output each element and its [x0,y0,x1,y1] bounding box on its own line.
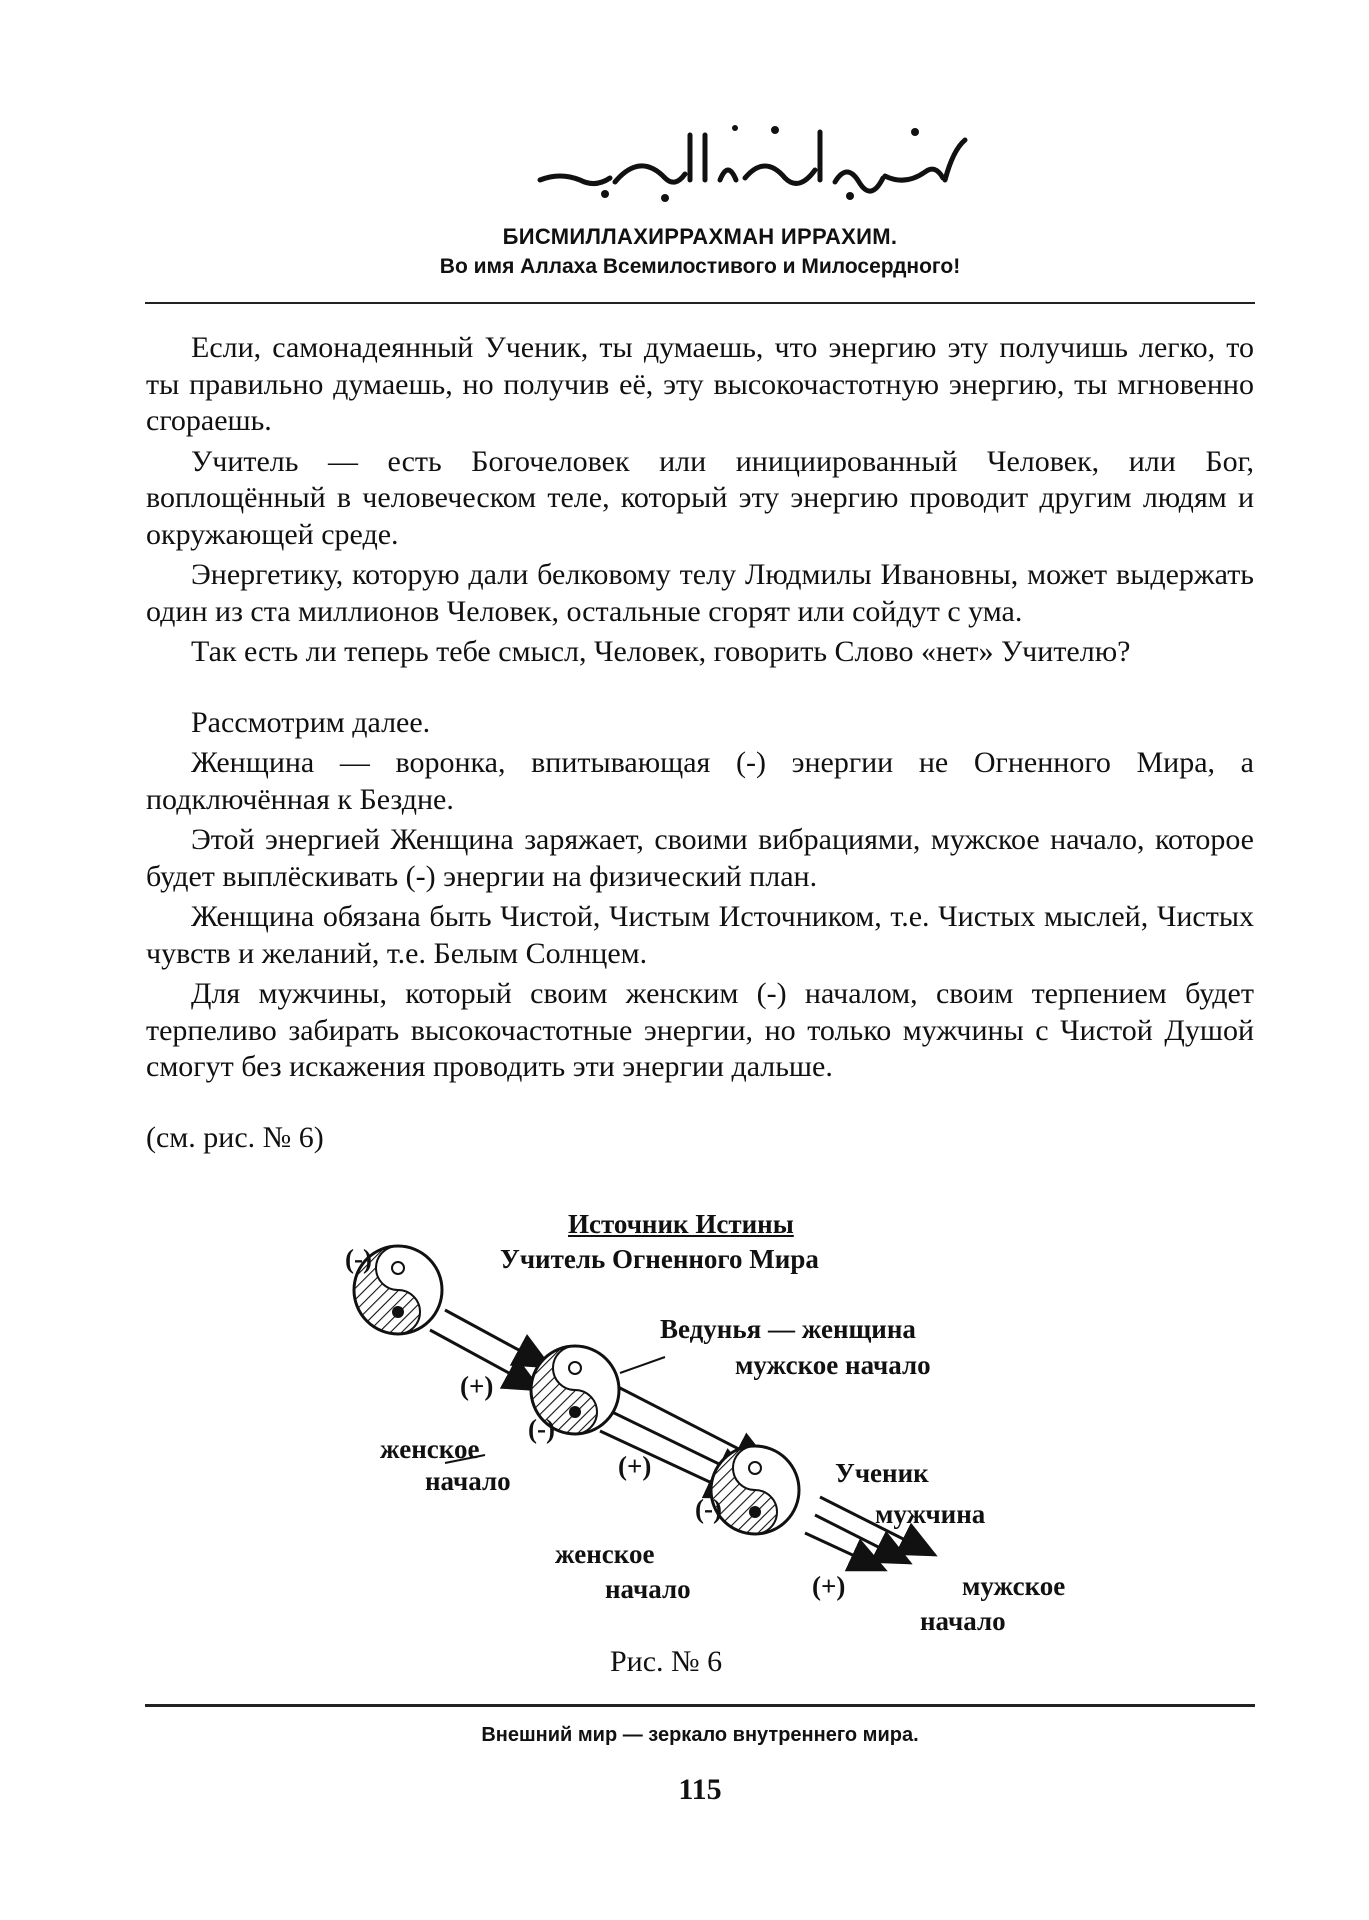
page-header [145,110,1255,282]
paragraph: Женщина — воронка, впитывающая (-) энергии не Огненного Мира, а подключённая к Бездне. [146,746,1254,816]
basmala-calligraphy [145,110,1255,210]
label-feminine: начало [605,1574,691,1604]
figure-6 [345,1195,1110,1675]
body-text [146,330,1254,1160]
energy-arrow [445,1310,550,1367]
label-student: Ученик [835,1458,929,1488]
label-minus: (-) [528,1414,555,1444]
label-vedunya-male: мужское начало [735,1350,931,1380]
label-source: Источник Истины [568,1209,794,1239]
label-feminine: женское [555,1539,655,1569]
label-masculine: начало [920,1606,1006,1636]
label-masculine: мужское [962,1571,1066,1601]
label-vedunya: Ведунья — женщина [660,1314,916,1344]
label-teacher: Учитель Огненного Мира [500,1244,819,1274]
paragraph: Энергетику, которую дали белковому телу Людмилы Ивановны, может выдержать один из ста миллионов Человек, остальные сгорят или сойдут с ума. [146,558,1254,628]
label-man: мужчина [875,1499,986,1529]
label-feminine: начало [425,1466,511,1496]
paragraph: Рассмотрим далее. [191,705,431,739]
label-plus: (+) [460,1371,494,1401]
figure-reference: (см. рис. № 6) [146,1120,324,1154]
header-title: БИСМИЛЛАХИРРАХМАН ИРРАХИМ. [502,224,898,249]
paragraph: Для мужчины, который своим женским (-) началом, своим терпением будет терпеливо забирать высокочастотные энергии, но только мужчины с Чистой Душой смогут без искажения проводить эти энергии дальше. [146,977,1254,1083]
label-minus: (-) [695,1494,722,1524]
label-plus: (+) [618,1451,652,1481]
paragraph: Женщина обязана быть Чистой, Чистым Источником, т.е. Чистых мыслей, Чистых чувств и желаний, т.е. Белым Солнцем. [146,900,1254,970]
label-minus: (-) [345,1244,372,1274]
yin-yang-student [711,1446,799,1534]
label-plus: (+) [812,1571,846,1601]
paragraph: Если, самонадеянный Ученик, ты думаешь, что энергию эту получишь легко, то ты правильно думаешь, но получив её, эту высокочастотную энергию, ты мгновенно сгораешь. [146,331,1254,437]
paragraph: Так есть ли теперь тебе смысл, Человек, говорить Слово «нет» Учителю? [191,635,1131,668]
footer-motto: Внешний мир — зеркало внутреннего мира. [481,1724,919,1746]
page-number: 115 [678,1773,722,1806]
paragraph: Этой энергией Женщина заряжает, своими вибрациями, мужское начало, которое будет выплёскивать (-) энергии на физический план. [146,823,1254,893]
paragraph: Учитель — есть Богочеловек или инициированный Человек, или Бог, воплощённый в человеческом теле, который эту энергию проводит другим людям и окружающей среде. [146,444,1254,551]
header-subtitle: Во имя Аллаха Всемилостивого и Милосердного! [439,255,961,278]
label-feminine: женское [380,1434,480,1464]
pointer-line [620,1357,665,1373]
figure-caption: Рис. № 6 [610,1645,723,1678]
header-divider [145,302,1255,304]
energy-arrow [805,1533,885,1570]
footer-divider [145,1704,1255,1707]
